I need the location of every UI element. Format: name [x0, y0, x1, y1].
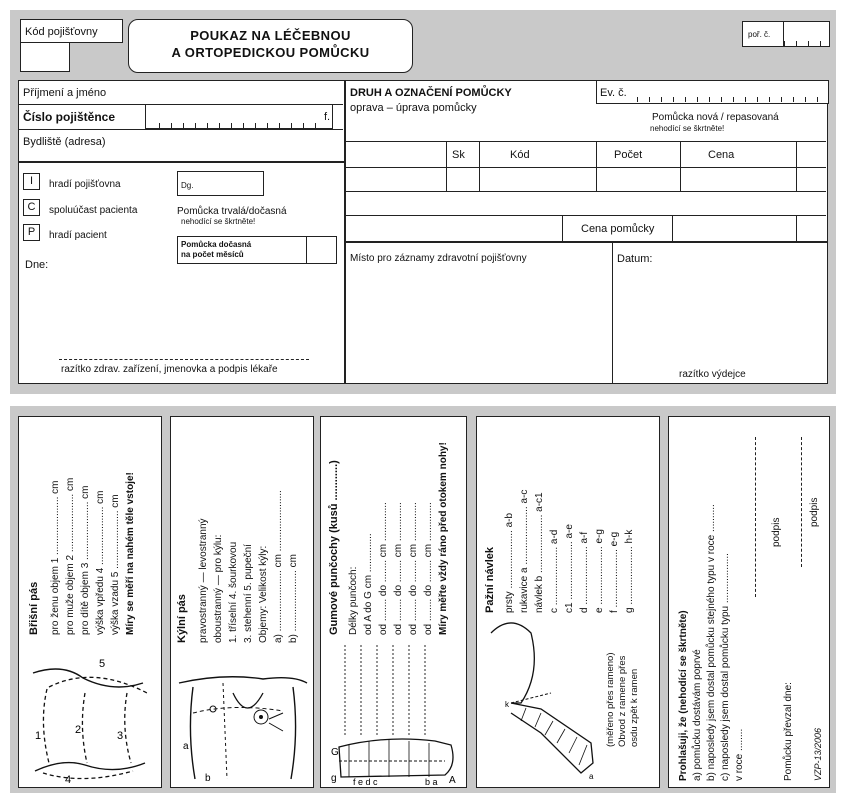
dispenser-stamp-label: razítko výdejce	[679, 369, 746, 380]
svg-text:b a: b a	[425, 777, 438, 785]
svg-text:b: b	[205, 773, 211, 784]
hernia-line-6: a) ...................... cm ......................	[273, 490, 284, 643]
hernia-title: Kýlní pás	[176, 594, 188, 643]
hernia-line-2: oboustranný — pro kýlu:	[213, 534, 224, 643]
diagnosis-label: Dg.	[181, 181, 194, 190]
abdominal-line-2: pro muže objem 2 ..................... cm	[65, 477, 76, 635]
signature-line-2[interactable]	[801, 437, 802, 567]
temp-aid-months-box[interactable]	[177, 236, 337, 264]
new-repaired-label: Pomůcka nová / repasovaná	[652, 112, 779, 123]
hernia-line-5: Objemy: Velikost kýly:	[258, 545, 269, 643]
arm-line-9: g ..................... h-k	[624, 529, 635, 613]
temp-aid-label-2: na počet měsíců	[181, 250, 244, 259]
svg-text:f e d c: f e d c	[353, 777, 378, 785]
hernia-line-1: pravostranný — levostranný	[198, 518, 209, 643]
stockings-line-5: od ........ do ........ cm ..............	[408, 502, 419, 635]
svg-text:G: G	[331, 747, 339, 758]
patient-block	[18, 80, 345, 162]
surname-label: Příjmení a jméno	[23, 87, 107, 99]
signature-label-2: podpis	[809, 497, 820, 527]
payer-label-patient: hradí pacient	[49, 230, 107, 241]
title-line-2: A ORTOPEDICKOU POMŮCKU	[171, 45, 370, 60]
stockings-title: Gumové punčochy (kusů ............)	[328, 460, 340, 635]
hernia-figure	[173, 653, 313, 785]
payer-checkbox-copay[interactable]: C	[23, 199, 40, 216]
svg-text:g: g	[331, 773, 337, 784]
abdominal-line-4: výška vpředu 4 ..................... cm	[95, 490, 106, 635]
aid-kind-label: DRUH A OZNAČENÍ POMŮCKY	[350, 87, 512, 99]
address-label: Bydliště (adresa)	[23, 136, 106, 148]
declaration-line-1: a) pomůcku dostávám poprvé	[692, 649, 703, 781]
order-number-label: poř. č.	[748, 30, 771, 39]
hernia-line-4: 3. stehenní 5. pupeční	[243, 544, 254, 643]
signature-line-1[interactable]	[755, 437, 756, 597]
arm-line-8: f ..................... e-g	[609, 531, 620, 613]
arm-measure-note-3: osdu zpět k ramen	[629, 668, 640, 747]
form-title	[128, 19, 413, 73]
stockings-note: Míry měřte vždy ráno před otokem nohy!	[438, 442, 449, 635]
doctor-stamp-label: razítko zdrav. zařízení, jmenovka a podpis lékaře	[61, 364, 278, 375]
arm-title: Pažní návlek	[484, 546, 496, 613]
repair-label: oprava – úprava pomůcky	[350, 102, 477, 114]
hernia-belt-column	[170, 416, 314, 788]
hernia-line-3: 1. tříselní 4. šourkovou	[228, 541, 239, 643]
f-label: f.	[324, 111, 331, 123]
aid-type-note: nehodící se škrtněte!	[181, 217, 256, 226]
aid-type-label: Pomůcka trvalá/dočasná	[177, 206, 287, 217]
arm-measure-note-2: Obvod z ramene přes	[617, 655, 628, 747]
date-label: Dne:	[25, 259, 49, 271]
declaration-line-4: v roce ........	[734, 728, 745, 781]
temp-aid-label-1: Pomůcka dočasná	[181, 240, 252, 249]
arm-line-5: c1 ..................... a-e	[564, 524, 575, 613]
datum-label: Datum:	[617, 253, 653, 265]
leg-figure	[325, 635, 465, 785]
arm-line-7: e ..................... e-g	[594, 529, 605, 613]
svg-text:4: 4	[65, 774, 72, 785]
svg-text:a: a	[183, 741, 189, 752]
insurer-code-label: Kód pojišťovny	[25, 26, 98, 38]
declaration-line-2: b) naposledy jsem dostal pomůcku stejného typu v roce ..........	[706, 504, 717, 781]
svg-text:k: k	[505, 700, 509, 709]
payer-checkbox-insurer[interactable]: I	[23, 173, 40, 190]
arm-line-2: rukavice a ..................... a-c	[519, 489, 530, 613]
dispense-box[interactable]	[612, 242, 828, 384]
svg-text:3: 3	[117, 730, 124, 742]
abdominal-figure	[23, 653, 159, 785]
aid-price-label: Cena pomůcky	[581, 223, 655, 235]
title-line-1: POUKAZ NA LÉČEBNOU	[190, 28, 351, 43]
aid-block	[345, 80, 828, 242]
col-count-label: Počet	[614, 149, 643, 161]
arm-measure-note-1: (měřeno přes rameno)	[605, 652, 616, 747]
insurer-code-field[interactable]	[20, 43, 70, 72]
svg-text:a: a	[589, 772, 594, 781]
payer-block	[18, 162, 345, 384]
arm-figure	[481, 613, 601, 785]
arm-line-4: c ..................... a-d	[549, 529, 560, 613]
svg-text:A: A	[449, 775, 456, 785]
stockings-line-4: od ........ do ........ cm ..............	[393, 502, 404, 635]
abdominal-line-3: pro dítě objem 3 ..................... cm	[80, 485, 91, 635]
hernia-line-7: b) ...................... cm	[288, 554, 299, 643]
insurer-notes-box[interactable]	[345, 242, 613, 384]
stockings-line-1: Délky punčoch:	[348, 566, 359, 635]
svg-text:5: 5	[99, 658, 106, 670]
insurer-notes-label: Místo pro záznamy zdravotní pojišťovny	[350, 253, 527, 264]
new-repaired-note: nehodící se škrtněte!	[650, 124, 725, 133]
diagnosis-field[interactable]	[177, 171, 264, 196]
ev-number-label: Ev. č.	[600, 86, 627, 99]
order-number-box[interactable]	[742, 21, 830, 47]
signature-label-1: podpis	[771, 517, 782, 547]
insured-number-label: Číslo pojištěnce	[23, 110, 116, 124]
stockings-line-3: od ........ do ........ cm ..............	[378, 502, 389, 635]
abdominal-line-1: pro ženu objem 1 ..................... cm	[50, 480, 61, 635]
col-price-label: Cena	[708, 149, 735, 161]
payer-label-copay: spoluúčast pacienta	[49, 205, 138, 216]
form-code: VZP-13/2006	[813, 727, 823, 781]
svg-text:2: 2	[75, 724, 82, 736]
stockings-line-2: od A do G cm ..............	[363, 533, 374, 635]
stockings-column	[320, 416, 467, 788]
declaration-column	[668, 416, 830, 788]
declaration-line-3: c) naposledy jsem dostal pomůcku typu ..................	[720, 553, 731, 781]
col-sk-label: Sk	[452, 149, 465, 161]
ev-number-field[interactable]	[596, 80, 829, 104]
arm-line-3: návlek b ..................... a-c1	[534, 492, 545, 613]
abdominal-note: Míry se měří na nahém těle vstoje!	[125, 472, 136, 635]
abdominal-belt-column	[18, 416, 162, 788]
received-label: Pomůcku převzal dne:	[783, 682, 794, 781]
payer-label-insurer: hradí pojišťovna	[49, 179, 121, 190]
svg-text:1: 1	[35, 730, 42, 742]
payer-checkbox-patient[interactable]: P	[23, 224, 40, 241]
col-code-label: Kód	[510, 149, 530, 161]
insurer-code-box[interactable]	[20, 19, 123, 43]
declaration-title: Prohlašuji, že (nehodící se škrtněte)	[678, 610, 689, 781]
arm-line-1: prsty ..................... a-b	[504, 512, 515, 613]
abdominal-line-5: výška vzadu 5 ..................... cm	[110, 494, 121, 635]
arm-sleeve-column	[476, 416, 660, 788]
arm-line-6: d ..................... a-f	[579, 531, 590, 613]
stockings-line-6: od ........ do ........ cm ..............	[423, 502, 434, 635]
abdominal-title: Břišní pás	[28, 581, 40, 635]
